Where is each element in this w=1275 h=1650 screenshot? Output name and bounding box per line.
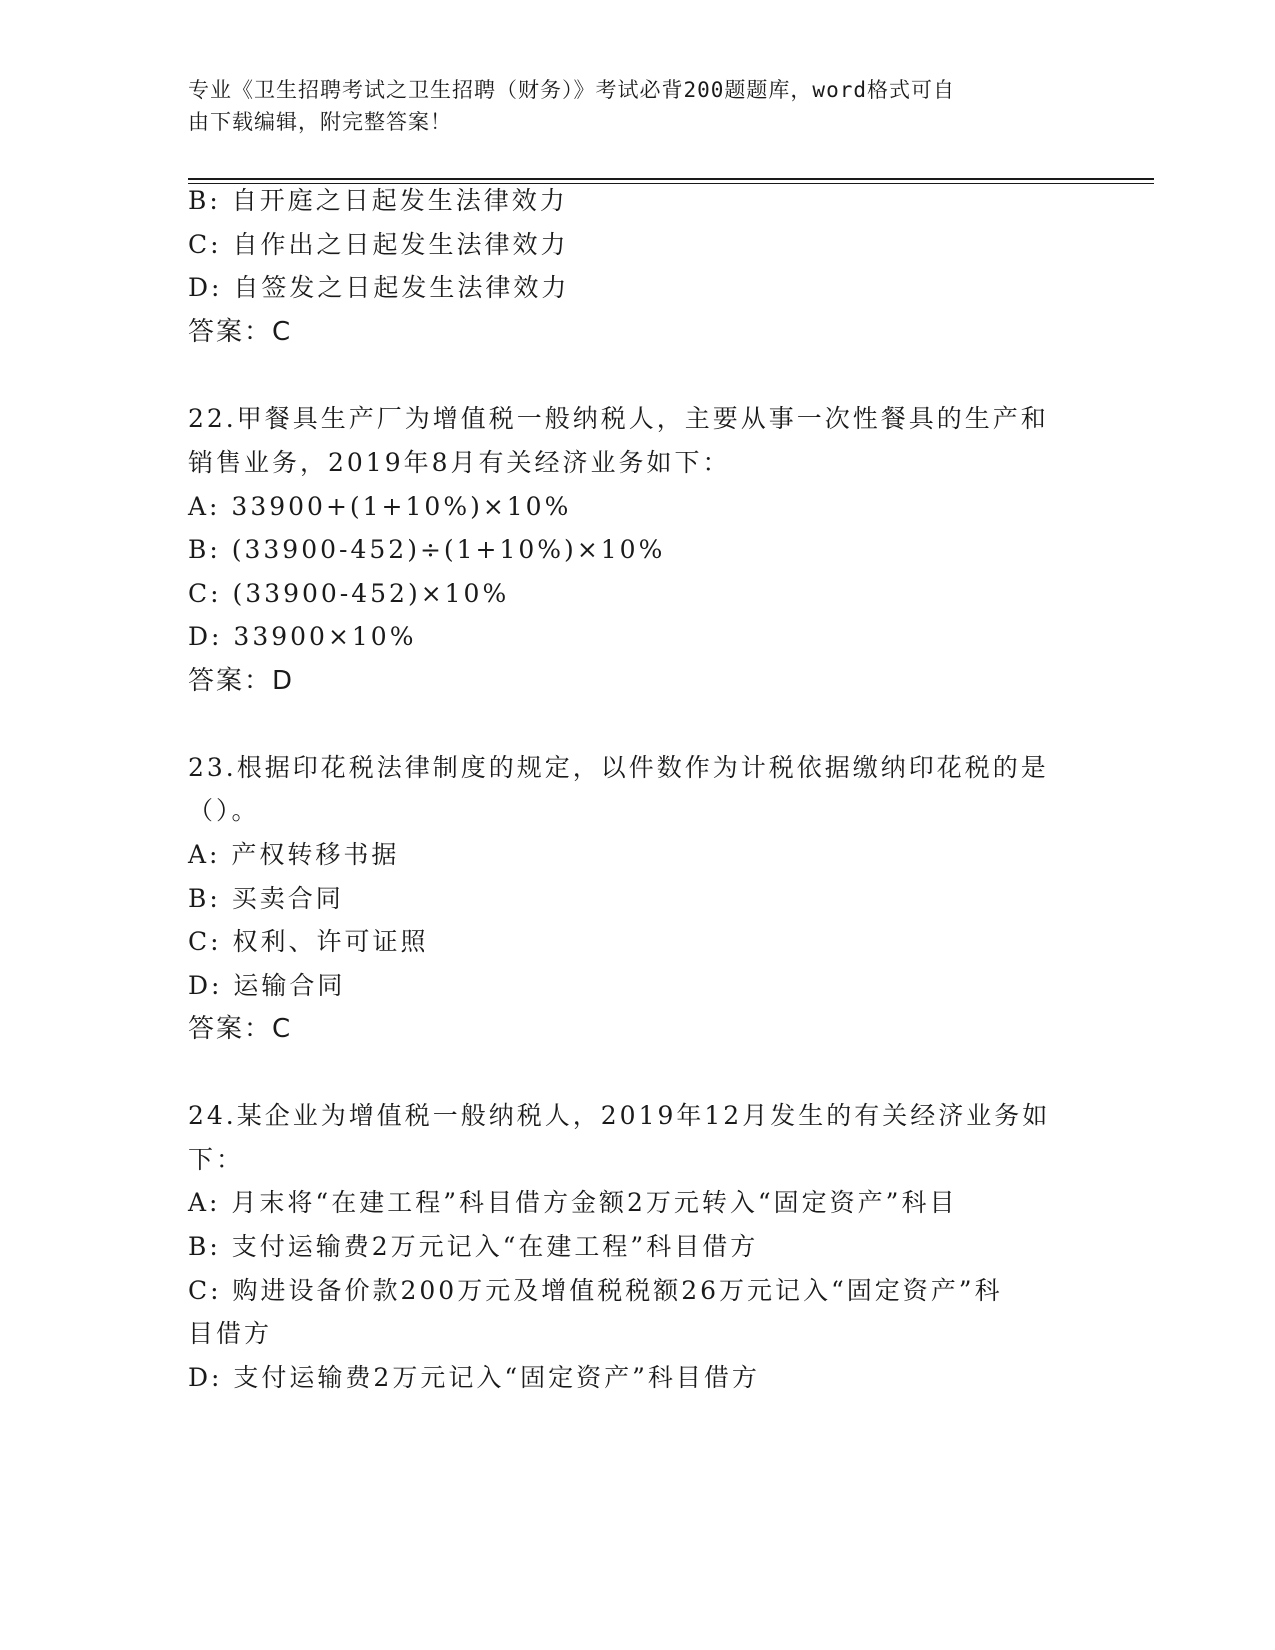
q23-option-d: D: 运输合同 [188, 971, 346, 1000]
q24-option-c-line-2: 目借方 [188, 1319, 273, 1348]
q24-option-d: D: 支付运输费2万元记入“固定资产”科目借方 [188, 1363, 760, 1392]
q22-stem-line-1: 22.甲餐具生产厂为增值税一般纳税人，主要从事一次性餐具的生产和 [188, 404, 1049, 433]
q23-option-a: A: 产权转移书据 [188, 840, 400, 869]
header-title-line-2: 由下载编辑，附完整答案！ [188, 110, 452, 134]
q23-option-c: C: 权利、许可证照 [188, 927, 429, 956]
q22-option-d: D: 33900×10% [188, 622, 417, 651]
q21-answer: 答案：C [188, 317, 293, 347]
q24-option-a: A: 月末将“在建工程”科目借方金额2万元转入“固定资产”科目 [188, 1188, 958, 1217]
q23-option-b: B: 买卖合同 [188, 884, 344, 913]
q21-option-d: D: 自签发之日起发生法律效力 [188, 273, 570, 302]
q22-answer: 答案：D [188, 666, 295, 696]
header-divider-thick [188, 178, 1154, 180]
header-title-line-1: 专业《卫生招聘考试之卫生招聘（财务）》考试必背200题题库，word格式可自 [188, 78, 955, 102]
q23-stem-line-1: 23.根据印花税法律制度的规定，以件数作为计税依据缴纳印花税的是 [188, 753, 1049, 782]
q22-option-c: C: (33900-452)×10% [188, 579, 510, 608]
q24-option-b: B: 支付运输费2万元记入“在建工程”科目借方 [188, 1232, 759, 1261]
q23-stem-line-2: （）。 [188, 796, 260, 825]
document-header [188, 74, 1068, 138]
q24-option-c-line-1: C: 购进设备价款200万元及增值税税额26万元记入“固定资产”科 [188, 1276, 1003, 1305]
header-divider-thin [188, 183, 1154, 184]
q22-option-a: A: 33900+(1+10%)×10% [188, 492, 572, 521]
q24-stem-line-2: 下： [188, 1145, 245, 1174]
q23-answer: 答案：C [188, 1014, 293, 1044]
q21-option-c: C: 自作出之日起发生法律效力 [188, 230, 569, 259]
q24-stem-line-1: 24.某企业为增值税一般纳税人，2019年12月发生的有关经济业务如 [188, 1101, 1051, 1130]
q22-option-b: B: (33900-452)÷(1+10%)×10% [188, 535, 666, 564]
q21-option-b: B: 自开庭之日起发生法律效力 [188, 186, 568, 215]
q22-stem-line-2: 销售业务，2019年8月有关经济业务如下： [188, 448, 731, 477]
